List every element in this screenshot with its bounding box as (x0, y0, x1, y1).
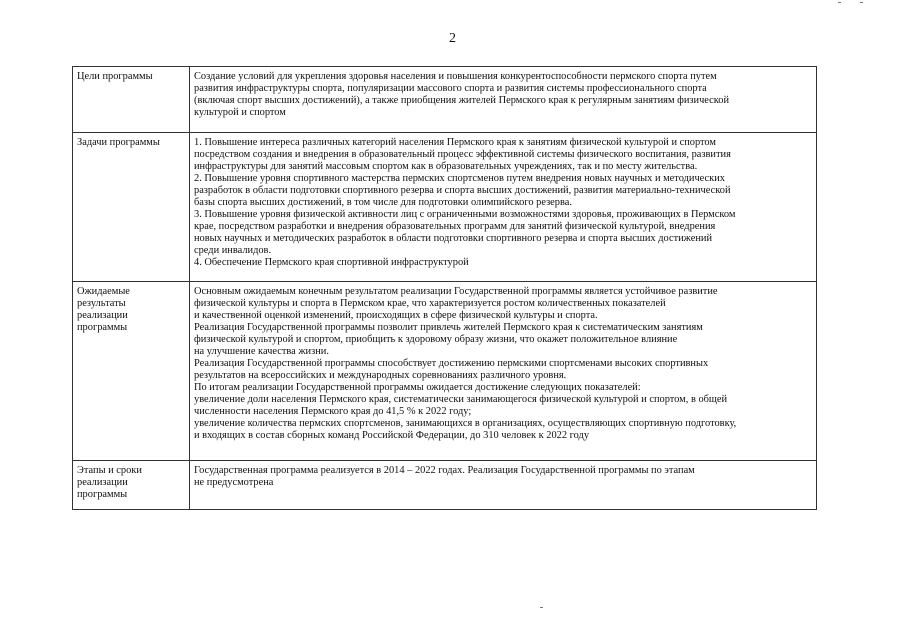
row-content-cell (190, 133, 817, 282)
content-line: на улучшение качества жизни. (194, 346, 329, 357)
page-number: 2 (449, 31, 456, 46)
content-line: инфраструктуры для занятий массовым спортом как в образовательных учреждениях, так и по месту жительства. (194, 161, 698, 172)
content-line: и входящих в состав сборных команд Российской Федерации, до 310 человек к 2022 году (194, 430, 590, 441)
row-label-cell (73, 133, 190, 282)
content-line: и качественной оценкой изменений, происходящих в сфере физической культуры и спорта. (194, 310, 598, 321)
content-line: культурой и спортом (194, 107, 286, 118)
row-label: реализации (77, 310, 128, 321)
content-line: По итогам реализации Государственной программы ожидается достижение следующих показателей: (194, 382, 641, 393)
row-label: Ожидаемые (77, 286, 130, 297)
row-label-cell (73, 282, 190, 461)
content-line: Реализация Государственной программы позволит привлечь жителей Пермского края к систематическим занятиям (194, 322, 703, 333)
row-label: результаты (77, 298, 126, 309)
content-line: численности населения Пермского края до 41,5 % к 2022 году; (194, 406, 472, 417)
row-content-cell (190, 67, 817, 133)
program-passport-table (72, 66, 817, 510)
content-line: результатов на всероссийских и международных соревнованиях различного уровня. (194, 370, 567, 381)
row-content-cell (190, 461, 817, 510)
row-label-cell (73, 461, 190, 510)
row-label: программы (77, 489, 128, 500)
row-label: Этапы и сроки (77, 465, 142, 476)
row-content-cell (190, 282, 817, 461)
table-row-goals (73, 67, 817, 133)
row-label: программы (77, 322, 128, 333)
content-line: 4. Обеспечение Пермского края спортивной инфраструктурой (194, 257, 469, 268)
content-line: физической культуры и спорта в Пермском крае, что характеризуется ростом количественных показателей (194, 298, 666, 309)
table-row-tasks (73, 133, 817, 282)
content-line: базы спорта высших достижений, в том числе для подготовки олимпийского резерва. (194, 197, 572, 208)
content-line: (включая спорт высших достижений), а также приобщения жителей Пермского края к регулярным занятиям физической (194, 95, 730, 106)
row-label: реализации (77, 477, 128, 488)
content-line: развития инфраструктуры спорта, популяризации массового спорта и развития системы профессионального спорта (194, 83, 707, 94)
content-line: разработок в области подготовки спортивного резерва и спорта высших достижений, развития материально-технической (194, 185, 731, 196)
content-line: 3. Повышение уровня физической активности лиц с ограниченными возможностями здоровья, проживающих в Пермском (194, 209, 736, 220)
row-label: Цели программы (77, 71, 153, 82)
content-line: посредством создания и внедрения в образовательный процесс эффективной системы физического воспитания, развития (194, 149, 731, 160)
content-line: не предусмотрена (194, 477, 274, 488)
content-line: новых научных и методических разработок в области подготовки спортивного резерва и спорта высших достижений (194, 233, 713, 244)
content-line: Реализация Государственной программы способствует достижению пермскими спортсменами высоких спортивных (194, 358, 709, 369)
row-label-cell (73, 67, 190, 133)
table-row-stages (73, 461, 817, 510)
table-row-expected-results (73, 282, 817, 461)
content-line: Создание условий для укрепления здоровья населения и повышения конкурентоспособности пермского спорта путем (194, 71, 717, 82)
content-line: увеличение доли населения Пермского края, систематически занимающегося физической культурой и спортом, в общей (194, 394, 728, 405)
row-label: Задачи программы (77, 137, 160, 148)
scan-speck (540, 607, 543, 608)
content-line: физической культурой и спортом, приобщить к здоровому образу жизни, что окажет положительное влияние (194, 334, 678, 345)
content-line: Основным ожидаемым конечным результатом реализации Государственной программы является устойчивое развитие (194, 286, 718, 297)
content-line: крае, посредством разработки и внедрения образовательных программ для занятий физической культурой, внедрения (194, 221, 716, 232)
content-line: среди инвалидов. (194, 245, 272, 256)
scan-speck (838, 2, 841, 3)
scan-speck (860, 2, 863, 3)
content-line: Государственная программа реализуется в 2014 – 2022 годах. Реализация Государственной программы по этапам (194, 465, 695, 476)
content-line: 2. Повышение уровня спортивного мастерства пермских спортсменов путем внедрения новых научных и методических (194, 173, 725, 184)
content-line: увеличение количества пермских спортсменов, занимающихся в организациях, осуществляющих спортивную подготовку, (194, 418, 737, 429)
content-line: 1. Повышение интереса различных категорий населения Пермского края к занятиям физической культурой и спортом (194, 137, 716, 148)
